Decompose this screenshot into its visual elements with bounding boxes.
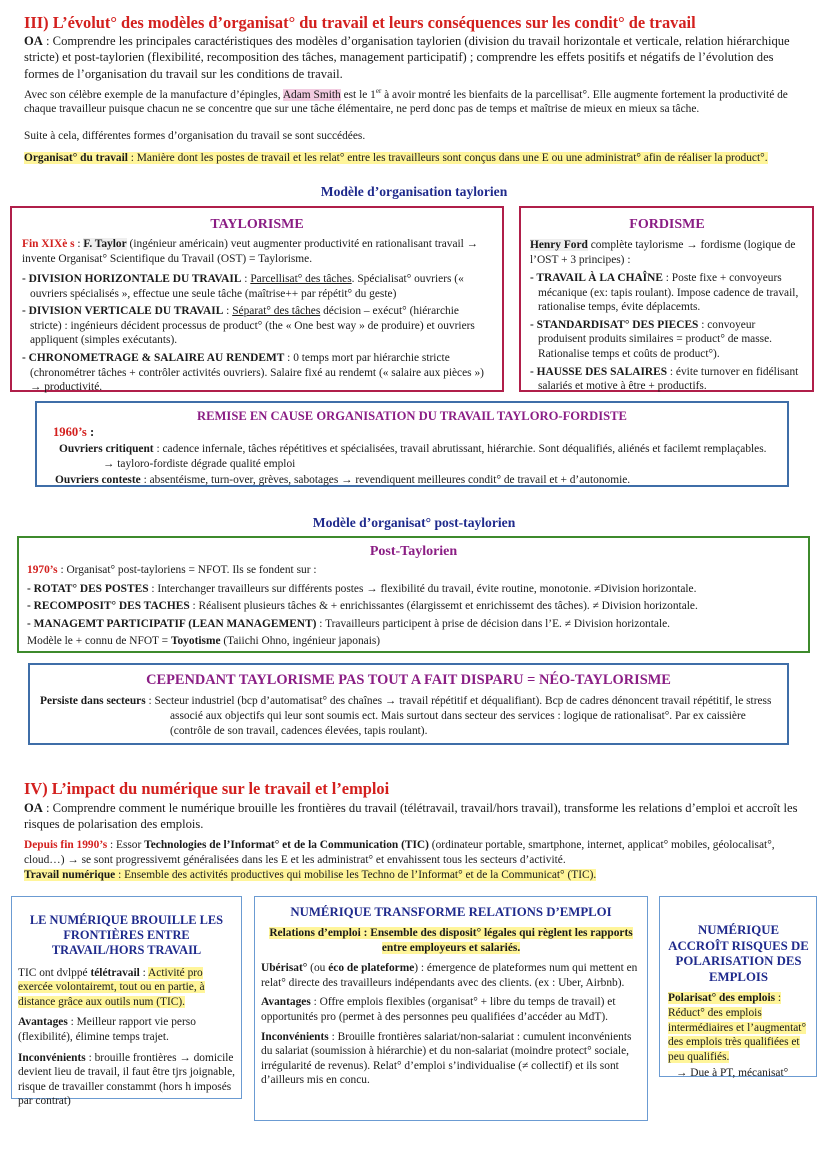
col3-title: NUMÉRIQUE ACCROÎT RISQUES DE POLARISATION DES EMPLOIS <box>668 923 809 984</box>
post-intro: 1970’s : Organisat° post-tayloriens = NFOT. Ils se fondent sur : <box>27 563 317 576</box>
taylorisme-box <box>10 206 504 392</box>
organisation-definition <box>24 151 804 166</box>
remise-date: 1960’s : <box>53 425 95 440</box>
post-taylorien-box <box>17 536 810 653</box>
section-3-objectives <box>24 33 804 82</box>
remise-line: Ouvriers conteste : absentéisme, turn-over, grèves, sabotages → revendiquent meilleures condit° de travail et + d’autonomie. <box>55 474 631 487</box>
col3-definition: Polarisat° des emplois : Réduct° des emplois intermédiaires et l’augmentat° des emplois très qualifiées et peu qualifiés. <box>668 992 807 1063</box>
numerique-frontieres-box <box>11 896 242 1108</box>
taylorisme-item: - CHRONOMETRAGE & SALAIRE AU RENDEMT : 0 temps mort par hiérarchie stricte (chronométrer tâches + contrôler activités ouvriers). Salaire fixé au rendemt (« salaire aux pièces ») → productivité. <box>22 352 484 394</box>
oa-label: OA <box>24 34 43 48</box>
section-3-intro-2: Suite à cela, différentes formes d’organisation du travail se sont succédées. <box>24 130 366 142</box>
remise-title: REMISE EN CAUSE ORGANISATION DU TRAVAIL TAYLORO-FORDISTE <box>197 409 627 423</box>
section-4-title: IV) L’impact du numérique sur le travail et l’emploi <box>24 779 390 798</box>
col1-inconvenients: Inconvénients : brouille frontières → domicile devient lieu de travail, il faut être tjrs joignable, risque de travailler constammt (hors h imposés par contrat) <box>18 1051 235 1108</box>
neo-text: Persiste dans secteurs : Secteur industriel (bcp d’automatisat° des chaînes → travail répétitif et déqualifiant). Bcp de cadres dénoncent travail répétitif, le stress associé aux objectifs qui leur sont soumis ect. Mais surtout dans secteur des services : logique de rationalisat°. Par ex caissière (contrôle de son travail, cadences élevées, tapis roulant). <box>40 695 772 737</box>
taylorisme-title: TAYLORISME <box>210 217 304 232</box>
oa-text: : Comprendre les principales caractéristiques des modèles d’organisation taylorien (division du travail horizontale et verticale, relation hiérarchique stricte) et post-taylorien (flexibilité, recomposition des tâches, management participatif) ; comprendre les effets positifs et négatifs de l’évolution des formes de l’organisation du travail sur les conditions de travail. <box>24 34 790 81</box>
col2-advantages: Avantages : Offre emplois flexibles (organisat° + libre du temps de travail) et opportunités pro (permet à des personnes peu qualifiées d’accéder au MdT). <box>261 996 616 1024</box>
fordisme-title: FORDISME <box>629 217 705 232</box>
fordisme-item: - STANDARDISAT° DES PIECES : convoyeur produisent produits similaires = product° de masse. Rationalise temps et coûts de product°). <box>530 318 773 361</box>
def-label: Organisat° du travail <box>24 152 128 164</box>
taylorisme-intro: Fin XIXè s : F. Taylor (ingénieur américain) veut augmenter productivité en rationalisant travail → invente Organisat° Scientifique du Travail (OST) = Taylorisme. <box>22 237 479 265</box>
section-3-intro <box>24 87 802 117</box>
post-item: - ROTAT° DES POSTES : Interchanger travailleurs sur différents postes → flexibilité du travail, évite routine, monotonie. ≠Division horizontale. <box>27 582 697 595</box>
intro-sup: er <box>375 87 382 95</box>
fordisme-intro: Henry Ford complète taylorisme → fordisme (logique de l’OST + 3 principes) : <box>530 238 796 266</box>
intro-text: Avec son célèbre exemple de la manufacture d’épingles, <box>24 88 283 101</box>
col2-title: NUMÉRIQUE TRANSFORME RELATIONS D’EMPLOI <box>290 905 612 919</box>
col1-title: LE NUMÉRIQUE BROUILLE LES FRONTIÈRES ENTRE TRAVAIL/HORS TRAVAIL <box>29 913 224 957</box>
section-3-title: III) L’évolut° des modèles d’organisat° du travail et leurs conséquences sur les condit° de travail <box>24 13 696 32</box>
col2-definition: Relations d’emploi : Ensemble des disposit° légales qui règlent les rapports entre employeurs et salariés. <box>269 927 633 954</box>
post-end: Modèle le + connu de NFOT = Toyotisme (Taiichi Ohno, ingénieur japonais) <box>27 635 381 648</box>
def-text: : Manière dont les postes de travail et les relat° entre les travailleurs sont conçus dans une E ou une administrat° afin de réaliser la product°. <box>127 152 768 164</box>
taylorisme-item: - DIVISION HORIZONTALE DU TRAVAIL : Parcellisat° des tâches. Spécialisat° ouvriers (« ouvriers spécialisés », effectue une seule tâche (maîtrise++ par répétit° du geste) <box>22 273 464 300</box>
remise-line: Ouvriers critiquent : cadence infernale, tâches répétitives et spécialisées, travail abrutissant, hiérarchie. Sont déqualifiés, aliénés et facilemt remplaçables. → tayloro-fordiste dégrade qualité emploi <box>59 443 767 470</box>
travail-numerique-def: Travail numérique : Ensemble des activités productives qui mobilise les Techno de l’Informat° et de la Communicat° (TIC). <box>24 869 597 881</box>
polarisation-box <box>659 896 817 1080</box>
fordisme-box <box>519 206 814 392</box>
col1-teletravail: TIC ont dvlppé télétravail : Activité pro exercée volontairemt, tout ou en partie, à distance grâce aux outils num (TIC). <box>18 966 205 1008</box>
post-item: - MANAGEMT PARTICIPATIF (LEAN MANAGEMENT) : Travailleurs participent à prise de décision dans l’E. ≠ Division horizontale. <box>27 617 671 630</box>
col2-inconvenients: Inconvénients : Brouille frontières salariat/non-salariat : cumulent inconvénients du salariat (soumission à hiérarchie) et du non-salariat (moindre protect° sociale, irrégularité de revenus). Relat° d’emploi s’individualise (≠ collectif) et ils sont d’ailleurs mis en concu. <box>261 1030 632 1087</box>
fordisme-item: - TRAVAIL À LA CHAÎNE : Poste fixe + convoyeurs mécanique (ex: tapis roulant). Impose cadence de travail, rationalise temps, évite déplacemts. <box>530 272 799 314</box>
remise-en-cause-box <box>35 401 789 487</box>
post-item: - RECOMPOSIT° DES TACHES : Réalisent plusieurs tâches & + enrichissantes (élargissemt et enrichissemt des tâches). ≠ Division horizontale. <box>27 600 698 613</box>
oa-text-4: : Comprendre comment le numérique brouille les frontières du travail (télétravail, travail/hors travail), transforme les relations d’emploi et accroît les risques de polarisation des emplois. <box>24 801 798 832</box>
intro-text-b: est le 1 <box>340 88 376 101</box>
col2-uberisation: Ubérisat° (ou éco de plateforme) : émergence de plateformes num qui mettent en relat° directe des travailleurs indépendants avec des clients. (ex : Uber, Airbnb). <box>261 962 638 989</box>
intro-text-c: à avoir montré les bienfaits de la parcellisat°. Elle augmente fortement la productivité de chaque travailleur puisque chacun ne se concentre que sur une tâche élémentaire, ne perd donc pas de temps et maîtrise de mieux en mieux sa tâche. <box>24 88 788 116</box>
post-title: Post-Taylorien <box>369 544 458 559</box>
section-4-intro: Depuis fin 1990’s : Essor Technologies de l’Informat° et de la Communication (TIC) (ordinateur portable, smartphone, internet, applicat° mobiles, géolocalisat°, cloud…) → se sont progressivemt généralisées dans les E et les administrat° et envahissent tous les secteurs d’activité. <box>24 839 775 866</box>
neo-title: CEPENDANT TAYLORISME PAS TOUT A FAIT DISPARU = NÉO-TAYLORISME <box>146 672 671 688</box>
taylorien-heading: Modèle d’organisation taylorien <box>320 184 508 199</box>
section-4-objectives <box>24 800 800 833</box>
fordisme-item: - HAUSSE DES SALAIRES : évite turnover en fidélisant salariés et motive à être + productifs. <box>530 365 799 393</box>
relations-emploi-box <box>254 896 648 1121</box>
taylorisme-item: - DIVISION VERTICALE DU TRAVAIL : Séparat° des tâches décision – exécut° (hiérarchie stricte) : ingénieurs décident processus de product° (the « One best way » de produire) et ouvriers appliquent (simples exécutants). <box>22 305 475 347</box>
oa-label-4: OA <box>24 801 43 815</box>
post-taylorien-heading: Modèle d’organisat° post-taylorien <box>312 515 516 530</box>
adam-smith: Adam Smith <box>282 88 341 101</box>
neo-taylorisme-box <box>28 663 789 745</box>
col3-end: → Due à PT, mécanisat° <box>676 1067 789 1080</box>
col1-advantages: Avantages : Meilleur rapport vie perso (flexibilité), élimine temps trajet. <box>18 1016 196 1043</box>
